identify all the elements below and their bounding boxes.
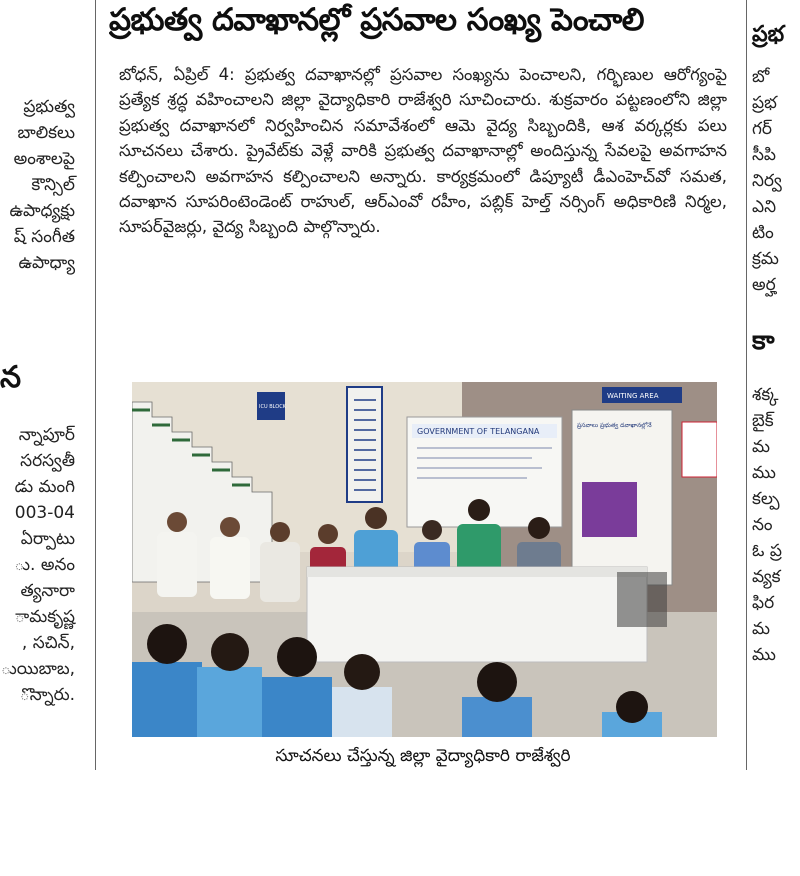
left-line: ుయిబాబ, — [1, 659, 75, 679]
article-photo — [132, 382, 717, 737]
right-line: టిం — [752, 223, 774, 243]
article-headline: ప్రభుత్వ దవాఖానల్లో ప్రసవాల సంఖ్య పెంచాలి — [109, 2, 644, 38]
right-line: నం — [752, 515, 773, 535]
right-line: శక్క — [752, 385, 779, 405]
left-line: త్యనారా — [20, 581, 75, 601]
right-line: ప్రభ — [752, 93, 777, 113]
left-line: ఉపాధ్యా — [18, 253, 75, 273]
photo-caption: సూచనలు చేస్తున్న జిల్లా వైద్యాధికారి రాజేశ్వరి — [275, 746, 571, 766]
banner-center-text: GOVERNMENT OF TELANGANA — [417, 427, 540, 436]
article-body: బోధన్, ఏప్రిల్ 4: ప్రభుత్వ దవాఖానల్లో ప్రసవాల సంఖ్యను పెంచాలని, గర్భిణుల ఆరోగ్యంపై ప్రత్యేక శ్రద్ధ వహించాలని జిల్లా వైద్యాధికారి రాజేశ్వరి సూచించారు. శుక్రవారం పట్టణంలోని జిల్లా ప్రభుత్వ దవాఖానలో నిర్వహించిన సమావేశంలో ఆమె వైద్య సిబ్బందికి, ఆశ వర్కర్లకు పలు సూచనలు చేశారు. ప్రైవేట్‌కు వెళ్లే వారికి ప్రభుత్వ దవాఖానాల్లో అందిస్తున్న సేవలపై అవగాహన కల్పించాలని అవగాహన కల్పించాలని అన్నారు. కార్యక్రమంలో డిప్యూటీ డీఎంహెచ్‌వో సమత, దవాఖాన సూపరింటెండెంట్ రాహుల్, ఆర్‌ఎంవో రహీం, పబ్లిక్ హెల్త్ నర్సింగ్ అధికారిణి నిర్మల, సూపర్‌వైజర్లు, వైద్య సిబ్బంది పాల్గొన్నారు. — [119, 65, 727, 237]
block-sign-text: ICU BLOCK — [259, 404, 286, 410]
left-line: కౌన్సిల్ — [31, 175, 75, 195]
left-heading-fragment: న — [0, 360, 22, 395]
right-line: ఓ ప్ర — [752, 541, 782, 561]
left-line: ష్ సంగీత — [13, 227, 75, 247]
left-line: ు. అనం — [14, 555, 75, 575]
right-line: గర్ — [752, 119, 772, 139]
left-line: , సచిన్, — [21, 633, 75, 653]
left-line: ప్రభుత్వ — [23, 97, 75, 117]
right-line: ఫిర — [752, 593, 775, 613]
right-heading-fragment: ప్రభ — [752, 22, 785, 47]
left-line: అంశాలపై — [13, 149, 75, 169]
right-line: కల్ప — [752, 489, 780, 509]
left-line: డు మంగి — [14, 477, 75, 497]
left-line: న్నాపూర్ — [18, 425, 75, 445]
left-line: ామకృష్ణ — [14, 607, 75, 627]
waiting-area-sign: WAITING AREA — [607, 392, 659, 400]
left-line: ఏర్పాటు — [20, 529, 75, 549]
left-line: ొన్నారు. — [19, 685, 75, 705]
left-line: ఉపాధ్యక్షు — [9, 201, 75, 221]
left-line: 003-04 — [14, 503, 75, 523]
left-column-fragment — [0, 0, 95, 780]
column-divider — [95, 0, 96, 770]
right-heading-fragment: కా — [752, 326, 775, 356]
right-line: మ — [752, 619, 770, 639]
right-line: క్రమ — [752, 249, 779, 269]
right-line: ఎని — [752, 197, 777, 217]
right-line: వ్యక — [752, 567, 781, 587]
right-line: బైక్ — [752, 411, 774, 431]
right-line: నిర్వ — [752, 171, 782, 191]
right-column-fragment — [748, 0, 800, 780]
right-line: మ — [752, 437, 770, 457]
left-line: బాలికలు — [17, 123, 75, 143]
column-divider — [746, 0, 747, 770]
meeting-photo-illustration — [132, 382, 717, 737]
right-line: సీపి — [752, 145, 777, 165]
banner-right-text: ప్రసవాలు ప్రభుత్వ దవాఖానల్లోనే — [577, 422, 652, 429]
right-line: బో — [752, 67, 770, 87]
right-line: ము — [752, 463, 776, 483]
right-line: ము — [752, 645, 776, 665]
right-line: అర్హ — [752, 275, 776, 295]
left-line: సరస్వతీ — [20, 451, 75, 471]
